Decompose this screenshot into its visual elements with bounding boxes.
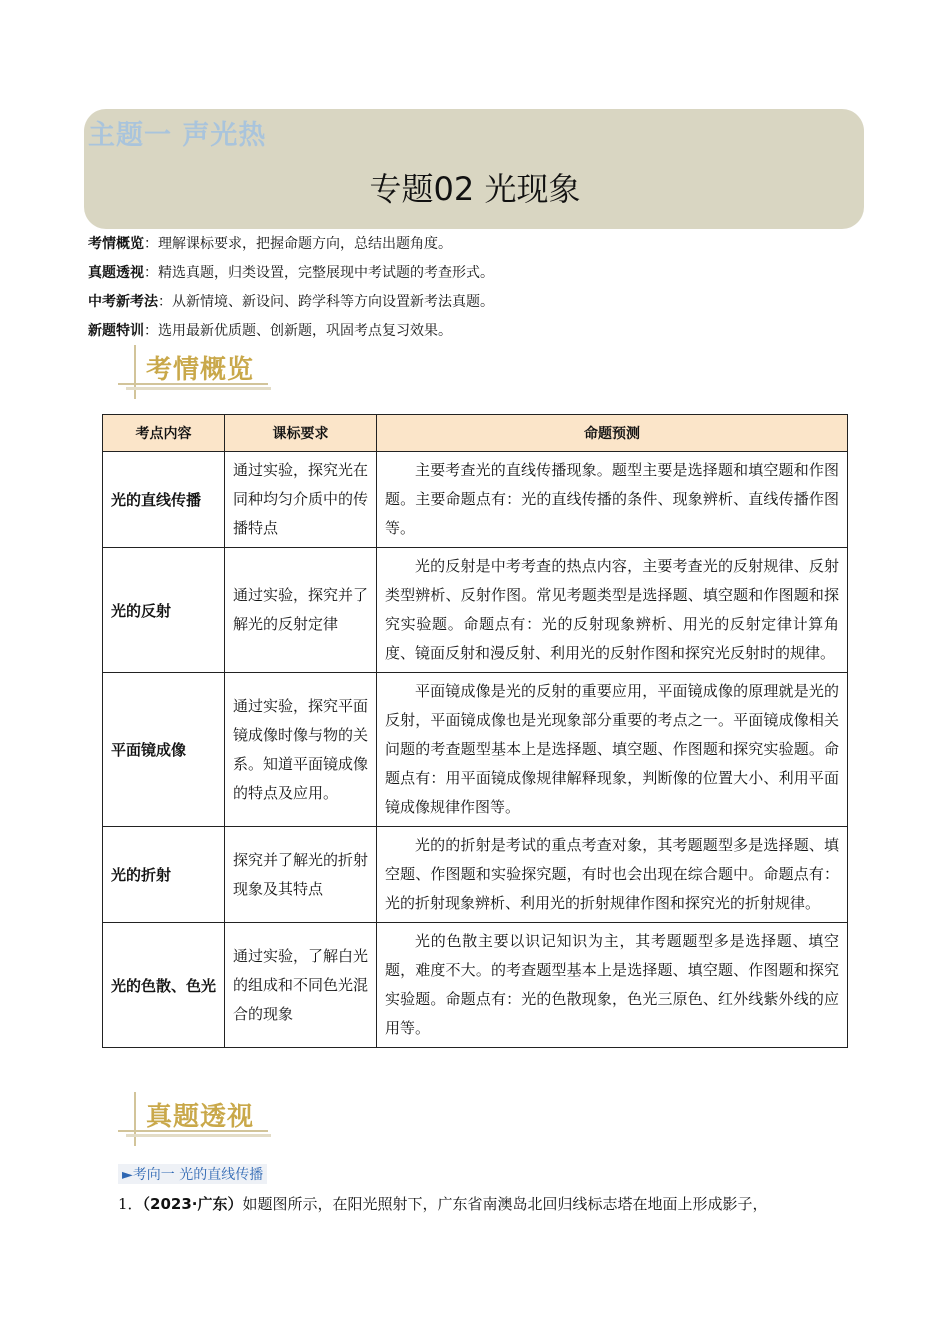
theme-label: 主题一 声光热	[88, 120, 267, 151]
column-header: 课标要求	[225, 415, 377, 452]
question-source: （2023·广东）	[142, 1195, 243, 1213]
intro-line: 考情概览：理解课标要求，把握命题方向，总结出题角度。	[88, 236, 452, 252]
intro-line: 真题透视：精选真题，归类设置，完整展现中考试题的考查形式。	[88, 265, 494, 281]
exam-points-table	[102, 414, 848, 1048]
page-title: 专题02 光现象	[369, 170, 581, 208]
question-text: 如题图所示，在阳光照射下，广东省南澳岛北回归线标志塔在地面上形成影子，	[242, 1195, 768, 1213]
intro-block	[88, 230, 494, 346]
triangle-arrow-icon: ►	[122, 1167, 133, 1183]
table-row: 光的直线传播 通过实验，探究光在同种均匀介质中的传播特点 主要考查光的直线传播现象。题型主要是选择题和填空题和作图题。主要命题点有：光的直线传播的条件、现象辨析、直线传播作图等。	[103, 452, 848, 548]
question-number: 1．	[118, 1195, 143, 1213]
column-header: 考点内容	[103, 415, 225, 452]
table-header-row	[103, 415, 848, 452]
column-header: 命题预测	[377, 415, 848, 452]
table-row: 平面镜成像 通过实验，探究平面镜成像时像与物的关系。知道平面镜成像的特点及应用。 平面镜成像是光的反射的重要应用，平面镜成像的原理就是光的反射，平面镜成像也是光现象部分重要的考点之一。平面镜成像相关问题的考查题型基本上是选择题、填空题、作图题和探究实验题。命题点有：用平面镜成像规律解释现象，判断像的位置大小、利用平面镜成像规律作图等。	[103, 673, 848, 827]
section-heading-overview: 考情概览	[118, 345, 278, 401]
question-1	[118, 1193, 768, 1214]
section-heading-real-exams: 真题透视	[118, 1092, 278, 1148]
intro-line: 新题特训：选用最新优质题、创新题，巩固考点复习效果。	[88, 323, 452, 339]
intro-line: 中考新考法：从新情境、新设问、跨学科等方向设置新考法真题。	[88, 294, 494, 310]
table-row: 光的反射 通过实验，探究并了解光的反射定律 光的反射是中考考查的热点内容，主要考查光的反射规律、反射类型辨析、反射作图。常见考题类型是选择题、填空题和作图题和探究实验题。命题点有：光的反射现象辨析、用光的反射定律计算角度、镜面反射和漫反射、利用光的反射作图和探究光反射时的规律。	[103, 548, 848, 673]
direction-heading: ►考向一 光的直线传播	[118, 1164, 267, 1184]
table-row: 光的折射 探究并了解光的折射现象及其特点 光的的折射是考试的重点考查对象，其考题题型多是选择题、填空题、作图题和实验探究题，有时也会出现在综合题中。命题点有：光的折射现象辨析、利用光的折射规律作图和探究光的折射规律。	[103, 827, 848, 923]
table-row: 光的色散、色光 通过实验，了解白光的组成和不同色光混合的现象 光的色散主要以识记知识为主，其考题题型多是选择题、填空题，难度不大。的考查题型基本上是选择题、填空题、作图题和探究实验题。命题点有：光的色散现象，色光三原色、红外线紫外线的应用等。	[103, 923, 848, 1048]
